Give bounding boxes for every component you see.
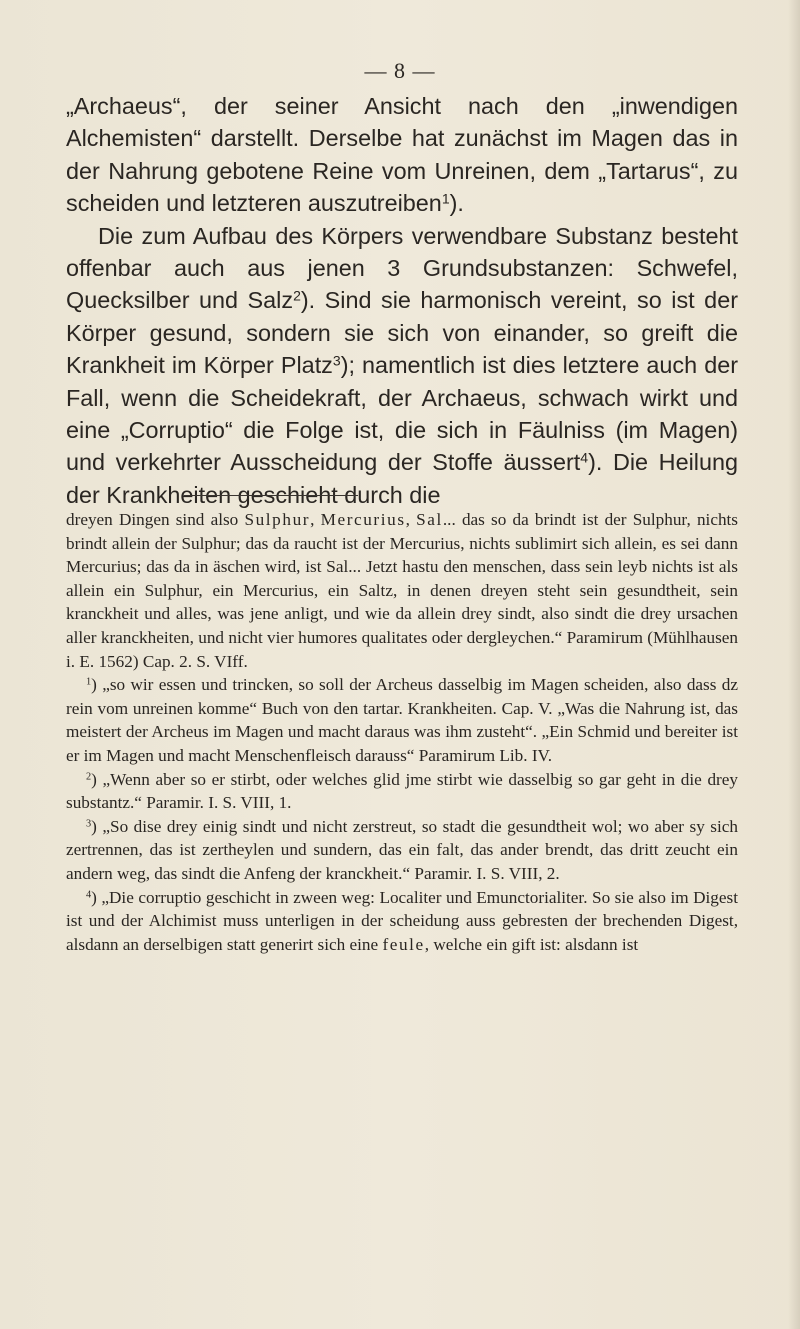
paragraph-2	[66, 220, 738, 512]
note-text: dreyen Dingen sind also	[66, 510, 245, 529]
main-text	[66, 90, 738, 511]
footnotes	[66, 508, 738, 956]
note-text: ... das so da brindt ist der Sulphur, nichts brindt allein der Sulphur; das da raucht ist der Mercurius, nichts sublimirt sich allein, es sei dann Mercurius; das da in äschen wird, ist Sal... Jetzt hastu den menschen, dass sein leyb nichts ist als allein ein Sulphur, ein Mercurius, ein Saltz, in denen dreyen steht sein gesundtheit, sein kranckheit und alles, was jene anligt, und wie da allein drey sindt, also sindt die drey ursachen aller kranckheiten, und nicht vier humores qualitates oder dergleychen.“ Paramirum (Mühlhausen i. E. 1562) Cap. 2. S. VIff.	[66, 510, 739, 671]
paragraph-2-text-b: ). Sind sie harmonisch vereint, so ist der Körper gesund, sondern sie sich von einander, so greift die Krankheit im Körper Platz	[66, 287, 738, 379]
footnote-ref-4: 4	[580, 449, 589, 466]
footnote-ref-2: 2	[293, 287, 301, 304]
paragraph-2-text-d: ). Die Heilung der Krankheiten geschieht durch die	[66, 449, 738, 508]
paragraph-1-end: ).	[449, 190, 464, 217]
footnote-3	[66, 815, 738, 886]
page-edge-shadow	[788, 0, 800, 1329]
footnote-ref-1: 1	[441, 190, 450, 207]
footnote-1	[66, 673, 738, 767]
footnote-3-text: ) „So dise drey einig sindt und nicht zerstreut, so stadt die gesundtheit wol; wo aber sy sich zertrennen, das ist zertheylen und sundern, das ein falt, das ander brendt, das dritt zeucht ein andern weg, das sindt die Anfeng der kranckheit.“ Paramir. I. S. VIII, 2.	[66, 816, 738, 883]
footnote-divider	[184, 495, 358, 496]
paragraph-2-text-c: ); namentlich ist dies letztere auch der Fall, wenn die Scheidekraft, der Archaeus, schwach wirkt und eine „Corruptio“ die Folge ist, die sich in Fäulniss (im Magen) und verkehrter Ausscheidung der Stoffe äussert	[66, 352, 738, 476]
footnote-continuation	[66, 508, 738, 673]
paragraph-1	[66, 90, 738, 220]
note-text: ,	[405, 510, 417, 529]
footnote-4-text: ) „Die corruptio geschicht in zween weg: Localiter und Emunctorialiter. So sie also im Digest ist und der Alchimist muss unterligen in der scheidung auss gebresten der brechenden Digest, alsdann an derselbigen statt generirt sich eine	[66, 887, 738, 954]
footnote-4	[66, 886, 738, 957]
note-term-mercurius: Mercurius	[320, 510, 406, 529]
page-number: — 8 —	[364, 58, 436, 83]
note-term-sal: Sal	[416, 510, 443, 529]
paragraph-1-text: „Archaeus“, der seiner Ansicht nach den „inwendigen Alchemisten“ darstellt. Derselbe hat zunächst im Magen das in der Nahrung gebotene Reine vom Unreinen, dem „Tartarus“, zu scheiden und letzteren auszutreiben	[66, 93, 738, 217]
footnote-4-mark: 4	[86, 888, 92, 900]
footnote-1-mark: 1	[86, 676, 92, 688]
footnote-2	[66, 768, 738, 815]
footnote-1-text: ) „so wir essen und trincken, so soll der Archeus dasselbig im Magen scheiden, also dass dz rein vom unreinen komme“ Buch von den tartar. Krankheiten. Cap. V. „Was die Nahrung ist, das meistert der Archeus im Magen und macht daraus was ihm zusteht“. „Ein Schmid und bereiter ist er im Magen und macht Menschenfleisch darauss“ Paramirum Lib. IV.	[66, 675, 738, 765]
footnote-3-mark: 3	[86, 818, 92, 830]
footnote-4-text-end: , welche ein gift ist: alsdann ist	[424, 934, 639, 954]
note-term-sulphur: Sulphur	[244, 510, 311, 529]
note-term-feule: feule	[382, 934, 425, 954]
note-text: ,	[310, 510, 321, 529]
footnote-ref-3: 3	[332, 352, 341, 369]
footnote-2-mark: 2	[86, 770, 92, 782]
footnote-2-text: ) „Wenn aber so er stirbt, oder welches glid jme stirbt wie dasselbig so gar geht in die drey substantz.“ Paramir. I. S. VIII, 1.	[66, 769, 738, 813]
paragraph-2-text-a: Die zum Aufbau des Körpers verwendbare Substanz besteht offenbar auch aus jenen 3 Grundsubstanzen: Schwefel, Quecksilber und Salz	[66, 222, 738, 314]
